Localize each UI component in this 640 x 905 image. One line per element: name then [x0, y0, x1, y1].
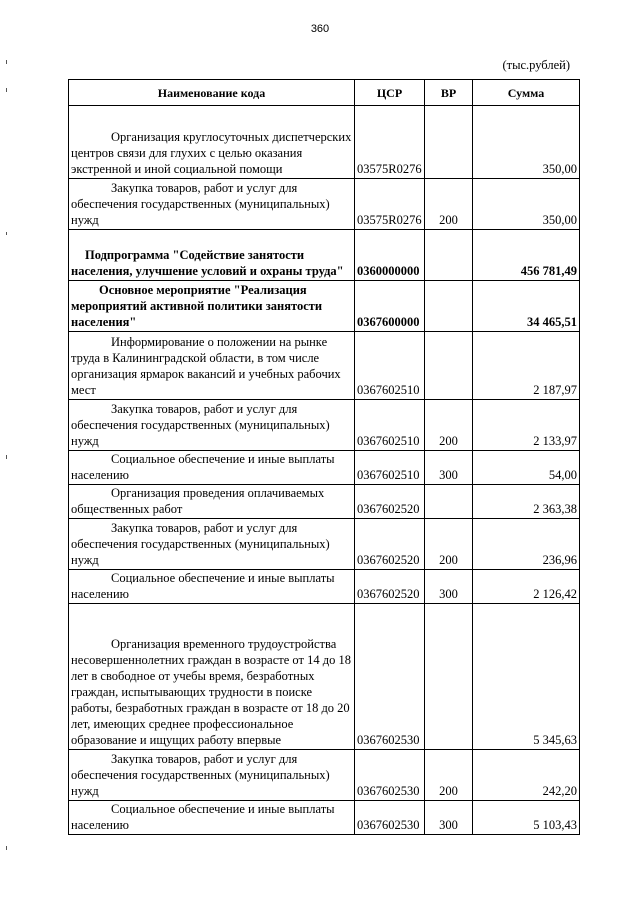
table-row — [69, 332, 580, 400]
table-row — [69, 750, 580, 801]
row-name: Организация временного трудоустройства несовершеннолетних граждан в возрасте от 14 до 18 лет в свободное от учебы время, безработных граждан, испытывающих трудности в поиске работы, безработных граждан в возрасте от 18 до 20 лет, имеющих среднее профессиональное образование и ищущих работу впервые — [71, 637, 351, 747]
row-vr — [425, 230, 473, 281]
row-vr: 200 — [425, 519, 473, 570]
header-sum: Сумма — [473, 80, 580, 106]
row-name: Организация проведения оплачиваемых общественных работ — [71, 486, 325, 516]
row-vr: 300 — [425, 570, 473, 604]
row-csr: 0367602530 — [355, 750, 425, 801]
row-sum: 456 781,49 — [473, 230, 580, 281]
margin-mark — [6, 455, 7, 459]
table-row — [69, 281, 580, 332]
row-name: Подпрограмма "Содействие занятости населения, улучшение условий и охраны труда" — [71, 248, 344, 278]
row-name: Закупка товаров, работ и услуг для обеспечения государственных (муниципальных) нужд — [71, 402, 330, 448]
margin-mark — [6, 846, 7, 850]
page-number: 360 — [310, 23, 330, 35]
table-row — [69, 230, 580, 281]
row-sum: 2 187,97 — [473, 332, 580, 400]
row-sum: 2 133,97 — [473, 400, 580, 451]
table-row — [69, 106, 580, 179]
row-name: Информирование о положении на рынке труда в Калининградской области, в том числе организация ярмарок вакансий и учебных рабочих мест — [71, 335, 341, 397]
table-row — [69, 801, 580, 835]
row-csr: 0367602520 — [355, 485, 425, 519]
table-row — [69, 400, 580, 451]
row-vr — [425, 604, 473, 750]
row-csr: 0367602520 — [355, 570, 425, 604]
table-row — [69, 485, 580, 519]
margin-mark — [6, 88, 7, 92]
row-vr — [425, 485, 473, 519]
row-name: Основное мероприятие "Реализация мероприятий активной политики занятости населения" — [71, 283, 323, 329]
table-row — [69, 604, 580, 750]
row-sum: 5 345,63 — [473, 604, 580, 750]
row-name: Социальное обеспечение и иные выплаты населению — [71, 452, 335, 482]
table-row — [69, 570, 580, 604]
row-vr: 200 — [425, 400, 473, 451]
row-sum: 350,00 — [473, 106, 580, 179]
row-vr — [425, 281, 473, 332]
header-name: Наименование кода — [69, 80, 355, 106]
table-row — [69, 179, 580, 230]
row-csr: 03575R0276 — [355, 106, 425, 179]
row-sum: 2 126,42 — [473, 570, 580, 604]
row-sum: 242,20 — [473, 750, 580, 801]
row-name: Организация круглосуточных диспетчерских центров связи для глухих с целью оказания экстренной и иной социальной помощи — [71, 130, 352, 176]
row-name: Социальное обеспечение и иные выплаты населению — [71, 571, 335, 601]
row-sum: 34 465,51 — [473, 281, 580, 332]
margin-mark — [6, 60, 7, 64]
row-csr: 0367602530 — [355, 604, 425, 750]
budget-table — [68, 79, 580, 835]
row-vr: 300 — [425, 801, 473, 835]
row-csr: 0367602530 — [355, 801, 425, 835]
row-vr: 200 — [425, 179, 473, 230]
row-csr: 0367600000 — [355, 281, 425, 332]
row-vr — [425, 332, 473, 400]
row-sum: 54,00 — [473, 451, 580, 485]
row-sum: 2 363,38 — [473, 485, 580, 519]
header-csr: ЦСР — [355, 80, 425, 106]
row-csr: 0360000000 — [355, 230, 425, 281]
row-sum: 236,96 — [473, 519, 580, 570]
row-name: Закупка товаров, работ и услуг для обеспечения государственных (муниципальных) нужд — [71, 521, 330, 567]
row-vr: 200 — [425, 750, 473, 801]
row-name: Закупка товаров, работ и услуг для обеспечения государственных (муниципальных) нужд — [71, 181, 330, 227]
row-name: Закупка товаров, работ и услуг для обеспечения государственных (муниципальных) нужд — [71, 752, 330, 798]
row-csr: 0367602510 — [355, 400, 425, 451]
header-vr: ВР — [425, 80, 473, 106]
row-sum: 5 103,43 — [473, 801, 580, 835]
row-name: Социальное обеспечение и иные выплаты населению — [71, 802, 335, 832]
row-csr: 0367602520 — [355, 519, 425, 570]
row-vr: 300 — [425, 451, 473, 485]
units-label: (тыс.рублей) — [502, 58, 570, 72]
table-header-row — [69, 80, 580, 106]
row-csr: 03575R0276 — [355, 179, 425, 230]
margin-mark — [6, 232, 7, 235]
row-vr — [425, 106, 473, 179]
row-sum: 350,00 — [473, 179, 580, 230]
row-csr: 0367602510 — [355, 451, 425, 485]
table-row — [69, 519, 580, 570]
row-csr: 0367602510 — [355, 332, 425, 400]
table-row — [69, 451, 580, 485]
